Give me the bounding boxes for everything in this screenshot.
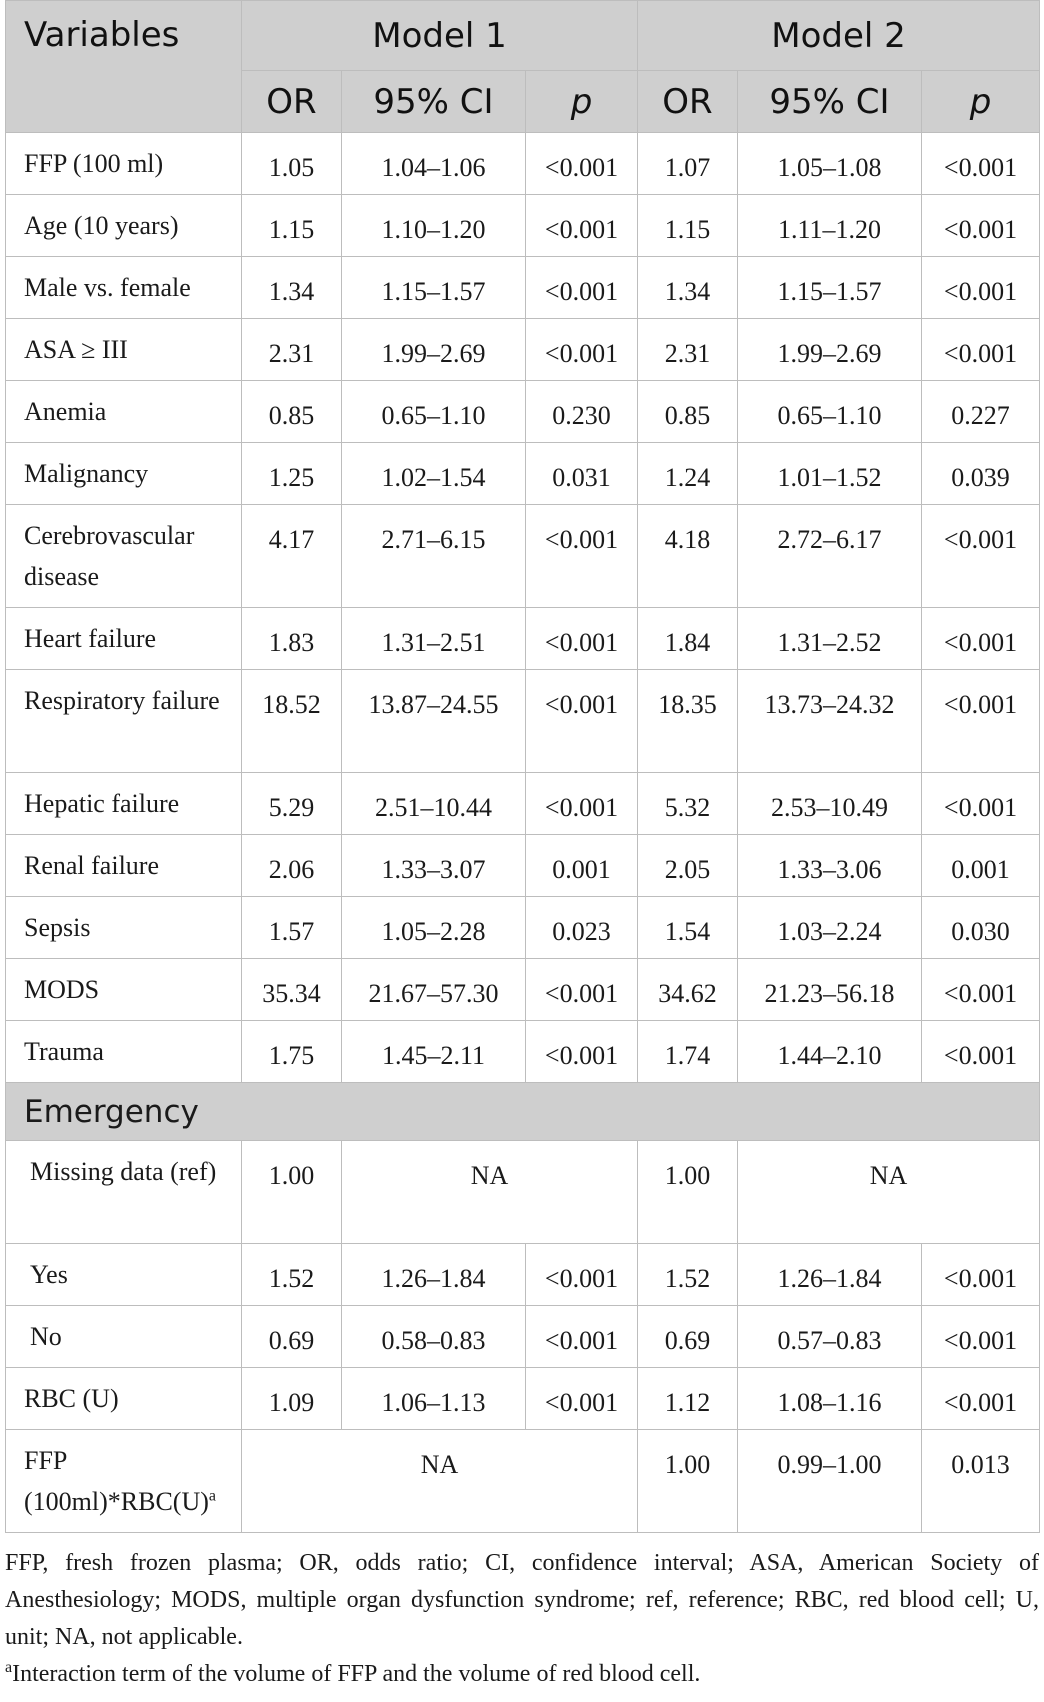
m1-or: 1.57: [242, 897, 342, 959]
m1-p: 0.001: [526, 835, 638, 897]
m2-ci: 1.11–1.20: [738, 195, 922, 257]
abbreviations-footnote: FFP, fresh frozen plasma; OR, odds ratio; CI, confidence interval; ASA, American Society of Anesthesiology; MODS, multiple organ dysfunction syndrome; ref, reference; RBC, red blood cell; U, unit; NA, not applicable.: [5, 1550, 1039, 1650]
section-row-emergency: [6, 1083, 1040, 1141]
m1-p: 0.230: [526, 381, 638, 443]
row-label: RBC (U): [6, 1368, 242, 1430]
m1-p: <0.001: [526, 1368, 638, 1430]
row-label: Cerebrovascular disease: [6, 505, 242, 608]
m1-ci-header: 95% CI: [342, 71, 526, 133]
m1-p: <0.001: [526, 505, 638, 608]
row-label: Anemia: [6, 381, 242, 443]
m1-p-header: p: [526, 71, 638, 133]
m2-or: 4.18: [638, 505, 738, 608]
m1-p: <0.001: [526, 959, 638, 1021]
section-title: Emergency: [6, 1083, 1040, 1141]
interaction-footnote: [5, 1656, 1039, 1693]
m2-or: 0.85: [638, 381, 738, 443]
m2-or: 1.34: [638, 257, 738, 319]
m1-or: 1.34: [242, 257, 342, 319]
m1-ci: 13.87–24.55: [342, 670, 526, 773]
m2-or: 1.54: [638, 897, 738, 959]
m1-p: <0.001: [526, 773, 638, 835]
table-row: [6, 381, 1040, 443]
row-label: Yes: [6, 1244, 242, 1306]
table-row: [6, 505, 1040, 608]
m2-p: 0.001: [922, 835, 1040, 897]
m2-ci: 1.44–2.10: [738, 1021, 922, 1083]
row-label: MODS: [6, 959, 242, 1021]
m1-or: 1.52: [242, 1244, 342, 1306]
m1-ci: 1.04–1.06: [342, 133, 526, 195]
row-label: Renal failure: [6, 835, 242, 897]
m2-or: 1.15: [638, 195, 738, 257]
m1-ci: 1.26–1.84: [342, 1244, 526, 1306]
table-footnotes: [5, 1545, 1039, 1693]
m2-ci: 2.53–10.49: [738, 773, 922, 835]
m2-or: 1.00: [638, 1430, 738, 1533]
interaction-footnote-text: Interaction term of the volume of FFP and the volume of red blood cell.: [12, 1661, 701, 1687]
table-row: [6, 133, 1040, 195]
m2-p: 0.227: [922, 381, 1040, 443]
m2-or: 1.84: [638, 608, 738, 670]
m1-p: <0.001: [526, 608, 638, 670]
m1-or: 2.06: [242, 835, 342, 897]
m2-p: <0.001: [922, 319, 1040, 381]
m2-or: 5.32: [638, 773, 738, 835]
table-row: [6, 257, 1040, 319]
m2-ci: 1.31–2.52: [738, 608, 922, 670]
table-row: [6, 897, 1040, 959]
table-row: [6, 1430, 1040, 1533]
table-row: [6, 1021, 1040, 1083]
m2-ci: 13.73–24.32: [738, 670, 922, 773]
row-label: Trauma: [6, 1021, 242, 1083]
m2-p: 0.030: [922, 897, 1040, 959]
m2-p: <0.001: [922, 257, 1040, 319]
footnote-marker: a: [208, 1487, 216, 1505]
m1-p: <0.001: [526, 133, 638, 195]
m1-p: <0.001: [526, 257, 638, 319]
m1-ci-na: NA: [342, 1141, 638, 1244]
m2-or: 2.31: [638, 319, 738, 381]
m1-or: 1.05: [242, 133, 342, 195]
table-row: [6, 773, 1040, 835]
m2-ci-na: NA: [738, 1141, 1040, 1244]
m1-p: <0.001: [526, 195, 638, 257]
header-row-1: [6, 1, 1040, 71]
m1-or: 4.17: [242, 505, 342, 608]
model1-header: Model 1: [242, 1, 638, 71]
table-row: [6, 835, 1040, 897]
row-label: Heart failure: [6, 608, 242, 670]
table-row: [6, 1306, 1040, 1368]
m1-ci: 0.65–1.10: [342, 381, 526, 443]
m1-or: 2.31: [242, 319, 342, 381]
m2-p: <0.001: [922, 773, 1040, 835]
variables-header: Variables: [6, 1, 242, 133]
table-row: [6, 1368, 1040, 1430]
m2-ci: 1.99–2.69: [738, 319, 922, 381]
m1-or: 0.69: [242, 1306, 342, 1368]
m1-or: 1.83: [242, 608, 342, 670]
m2-p: <0.001: [922, 670, 1040, 773]
m2-p: <0.001: [922, 959, 1040, 1021]
m2-ci-header: 95% CI: [738, 71, 922, 133]
m2-ci: 1.03–2.24: [738, 897, 922, 959]
m1-or: 0.85: [242, 381, 342, 443]
m2-p: <0.001: [922, 1306, 1040, 1368]
m2-or: 1.24: [638, 443, 738, 505]
m2-or: 34.62: [638, 959, 738, 1021]
row-label-interaction: [6, 1430, 242, 1533]
m1-or: 1.09: [242, 1368, 342, 1430]
m2-ci: 1.05–1.08: [738, 133, 922, 195]
row-label: FFP (100 ml): [6, 133, 242, 195]
m1-or: 1.15: [242, 195, 342, 257]
m1-na: NA: [242, 1430, 638, 1533]
m1-p: <0.001: [526, 1306, 638, 1368]
row-label: No: [6, 1306, 242, 1368]
row-label: Malignancy: [6, 443, 242, 505]
m2-or: 1.52: [638, 1244, 738, 1306]
m1-or: 5.29: [242, 773, 342, 835]
m1-or: 1.00: [242, 1141, 342, 1244]
m2-p: <0.001: [922, 1244, 1040, 1306]
m1-or: 35.34: [242, 959, 342, 1021]
row-label: Male vs. female: [6, 257, 242, 319]
m2-p: <0.001: [922, 1368, 1040, 1430]
m2-ci: 1.15–1.57: [738, 257, 922, 319]
m1-or: 18.52: [242, 670, 342, 773]
m2-or: 18.35: [638, 670, 738, 773]
m1-ci: 1.02–1.54: [342, 443, 526, 505]
m2-p: 0.039: [922, 443, 1040, 505]
row-label: Missing data (ref): [6, 1141, 242, 1244]
m1-p: <0.001: [526, 1021, 638, 1083]
m2-p: <0.001: [922, 608, 1040, 670]
m2-or: 1.00: [638, 1141, 738, 1244]
m1-or: 1.25: [242, 443, 342, 505]
interaction-label-line1: FFP: [24, 1446, 68, 1475]
m1-ci: 2.51–10.44: [342, 773, 526, 835]
m2-ci: 1.08–1.16: [738, 1368, 922, 1430]
m1-ci: 0.58–0.83: [342, 1306, 526, 1368]
results-table-container: [5, 0, 1039, 1693]
interaction-label-line2: (100ml)*RBC(U): [24, 1487, 209, 1516]
m2-p: <0.001: [922, 195, 1040, 257]
m1-ci: 1.33–3.07: [342, 835, 526, 897]
m1-ci: 1.99–2.69: [342, 319, 526, 381]
table-row: [6, 1141, 1040, 1244]
row-label: Sepsis: [6, 897, 242, 959]
m2-p: <0.001: [922, 1021, 1040, 1083]
m1-p: 0.023: [526, 897, 638, 959]
row-label: Respiratory failure: [6, 670, 242, 773]
m2-or: 1.12: [638, 1368, 738, 1430]
m2-or: 1.07: [638, 133, 738, 195]
table-row: [6, 443, 1040, 505]
m1-ci: 2.71–6.15: [342, 505, 526, 608]
model2-header: Model 2: [638, 1, 1040, 71]
m1-p: <0.001: [526, 670, 638, 773]
table-row: [6, 195, 1040, 257]
m1-p: <0.001: [526, 319, 638, 381]
table-row: [6, 608, 1040, 670]
m2-or: 1.74: [638, 1021, 738, 1083]
m1-ci: 1.15–1.57: [342, 257, 526, 319]
m2-ci: 1.33–3.06: [738, 835, 922, 897]
m1-p: 0.031: [526, 443, 638, 505]
m1-p: <0.001: [526, 1244, 638, 1306]
m2-p: <0.001: [922, 133, 1040, 195]
row-label: ASA ≥ III: [6, 319, 242, 381]
m2-ci: 0.57–0.83: [738, 1306, 922, 1368]
m2-p: 0.013: [922, 1430, 1040, 1533]
table-row: [6, 319, 1040, 381]
m1-ci: 21.67–57.30: [342, 959, 526, 1021]
m2-ci: 2.72–6.17: [738, 505, 922, 608]
m2-ci: 1.01–1.52: [738, 443, 922, 505]
m1-ci: 1.05–2.28: [342, 897, 526, 959]
table-row: [6, 1244, 1040, 1306]
table-row: [6, 959, 1040, 1021]
m1-ci: 1.06–1.13: [342, 1368, 526, 1430]
m2-or-header: OR: [638, 71, 738, 133]
m2-ci: 0.99–1.00: [738, 1430, 922, 1533]
m2-p: <0.001: [922, 505, 1040, 608]
m1-ci: 1.31–2.51: [342, 608, 526, 670]
regression-table: [5, 0, 1040, 1533]
m2-p-header: p: [922, 71, 1040, 133]
footnote-marker: a: [5, 1659, 13, 1676]
row-label: Age (10 years): [6, 195, 242, 257]
m1-or: 1.75: [242, 1021, 342, 1083]
m2-or: 0.69: [638, 1306, 738, 1368]
m1-ci: 1.45–2.11: [342, 1021, 526, 1083]
row-label: Hepatic failure: [6, 773, 242, 835]
m2-ci: 0.65–1.10: [738, 381, 922, 443]
m1-ci: 1.10–1.20: [342, 195, 526, 257]
m2-or: 2.05: [638, 835, 738, 897]
m2-ci: 1.26–1.84: [738, 1244, 922, 1306]
table-row: [6, 670, 1040, 773]
m1-or-header: OR: [242, 71, 342, 133]
m2-ci: 21.23–56.18: [738, 959, 922, 1021]
